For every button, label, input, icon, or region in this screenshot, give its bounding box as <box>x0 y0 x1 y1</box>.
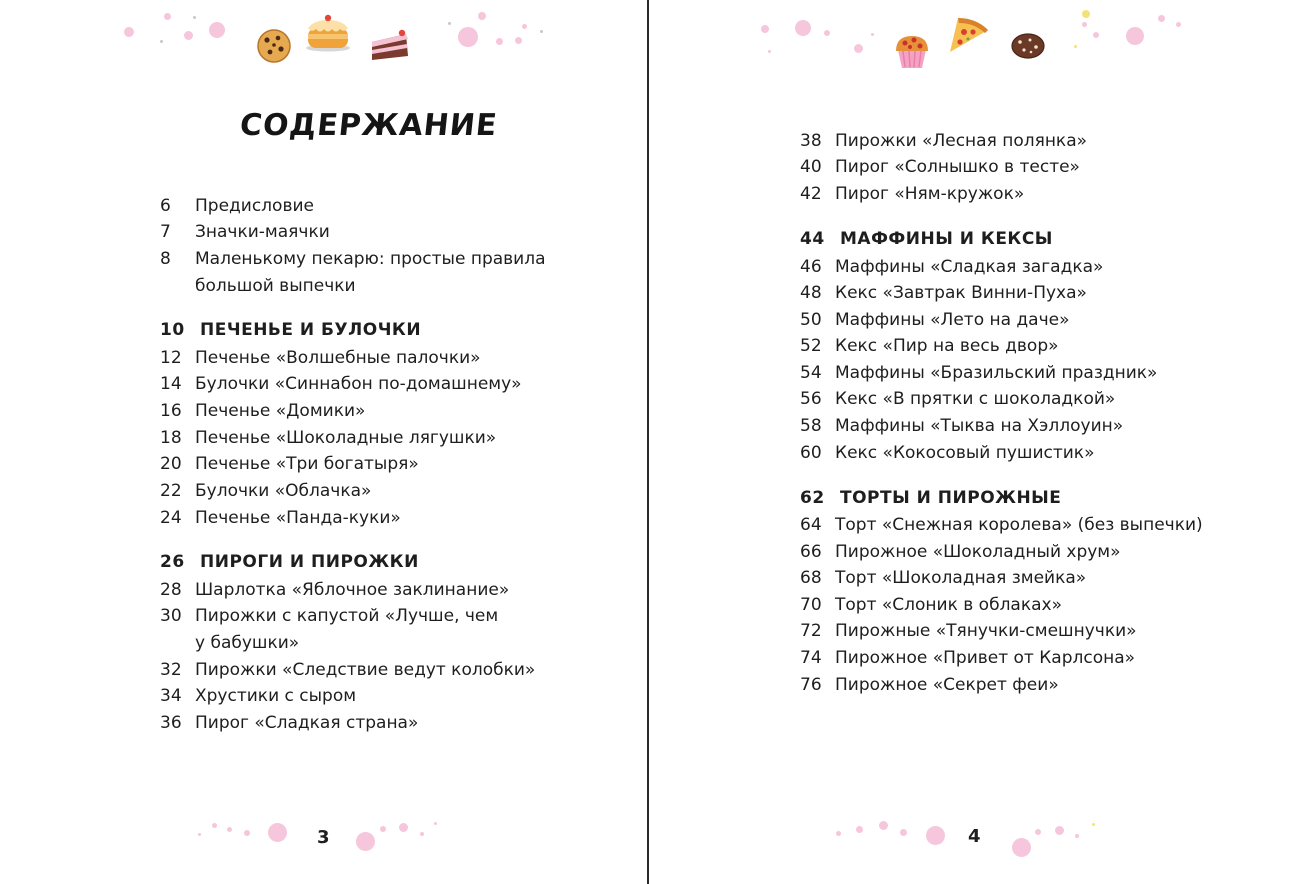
toc-page-number: 28 <box>160 580 182 600</box>
toc-page-number: 20 <box>160 454 182 474</box>
toc-page-number: 52 <box>800 336 822 356</box>
toc-page-number: 54 <box>800 363 822 383</box>
toc-entry-text: Торт «Шоколадная змейка» <box>835 568 1087 588</box>
toc-entry-text: Пирожное «Секрет феи» <box>835 675 1059 695</box>
toc-page-number: 36 <box>160 713 182 733</box>
toc-entry-text: Пирожное «Привет от Карлсона» <box>835 648 1136 668</box>
toc-entry-text: Маффины «Лето на даче» <box>835 310 1070 330</box>
toc-entry-text: Пирожные «Тянучки-смешнучки» <box>835 621 1137 641</box>
toc-entry-text: Булочки «Синнабон по-домашнему» <box>195 374 522 394</box>
cake-slice-icon <box>368 28 412 62</box>
left-page <box>0 0 648 884</box>
toc-page-number: 16 <box>160 401 182 421</box>
toc-page-number: 34 <box>160 686 182 706</box>
toc-entry-text: Кекс «Завтрак Винни-Пуха» <box>835 283 1087 303</box>
toc-page-number: 72 <box>800 621 822 641</box>
toc-section-title: ПИРОГИ И ПИРОЖКИ <box>200 552 419 572</box>
toc-entry-text: Печенье «Волшебные палочки» <box>195 348 481 368</box>
chocolate-cookie-icon <box>1010 32 1046 60</box>
toc-page-number: 76 <box>800 675 822 695</box>
toc-entry-text: Значки-маячки <box>195 222 330 242</box>
toc-page-number: 22 <box>160 481 182 501</box>
toc-page-number: 6 <box>160 196 171 216</box>
toc-page-number: 32 <box>160 660 182 680</box>
page-number: 3 <box>317 827 330 848</box>
toc-page-number: 14 <box>160 374 182 394</box>
toc-page-number: 26 <box>160 552 185 572</box>
cookie-icon <box>256 28 292 64</box>
toc-entry-text: Пирожное «Шоколадный хрум» <box>835 542 1121 562</box>
toc-page-number: 42 <box>800 184 822 204</box>
toc-entry-text: Пирог «Сладкая страна» <box>195 713 419 733</box>
toc-entry-text: Кекс «Кокосовый пушистик» <box>835 443 1095 463</box>
toc-page-number: 58 <box>800 416 822 436</box>
toc-entry-text: Пирожки с капустой «Лучше, чем <box>195 606 499 626</box>
cake-icon <box>304 14 352 52</box>
toc-entry-text: Пирог «Солнышко в тесте» <box>835 157 1080 177</box>
toc-entry-text: Маффины «Сладкая загадка» <box>835 257 1104 277</box>
toc-entry-text: Хрустики с сыром <box>195 686 357 706</box>
page-title: СОДЕРЖАНИЕ <box>238 108 500 143</box>
toc-entry-text: Торт «Слоник в облаках» <box>835 595 1062 615</box>
muffin-icon <box>892 30 932 70</box>
toc-page-number: 48 <box>800 283 822 303</box>
toc-entry-text: Пирожки «Следствие ведут колобки» <box>195 660 536 680</box>
toc-left <box>160 196 640 756</box>
toc-page-number: 8 <box>160 249 171 269</box>
toc-entry-text: Печенье «Шоколадные лягушки» <box>195 428 497 448</box>
toc-page-number: 74 <box>800 648 822 668</box>
toc-entry-text: Печенье «Три богатыря» <box>195 454 419 474</box>
toc-entry-text: Булочки «Облачка» <box>195 481 372 501</box>
toc-entry-text: Кекс «В прятки с шоколадкой» <box>835 389 1116 409</box>
toc-entry-text-continued: у бабушки» <box>195 633 300 653</box>
toc-entry-text: Торт «Снежная королева» (без выпечки) <box>835 515 1203 535</box>
toc-page-number: 62 <box>800 488 825 508</box>
toc-entry-text: Пирожки «Лесная полянка» <box>835 131 1088 151</box>
page-number: 4 <box>968 826 981 847</box>
toc-entry-text: Пирог «Ням-кружок» <box>835 184 1025 204</box>
toc-page-number: 46 <box>800 257 822 277</box>
toc-page-number: 60 <box>800 443 822 463</box>
toc-page-number: 70 <box>800 595 822 615</box>
pizza-slice-icon <box>946 12 992 54</box>
toc-page-number: 44 <box>800 229 825 249</box>
toc-page-number: 68 <box>800 568 822 588</box>
toc-page-number: 24 <box>160 508 182 528</box>
toc-page-number: 10 <box>160 320 185 340</box>
toc-section-title: МАФФИНЫ И КЕКСЫ <box>840 229 1053 249</box>
toc-page-number: 56 <box>800 389 822 409</box>
toc-page-number: 38 <box>800 131 822 151</box>
toc-entry-text: Предисловие <box>195 196 314 216</box>
right-page <box>650 0 1297 884</box>
toc-section-title: ПЕЧЕНЬЕ И БУЛОЧКИ <box>200 320 422 340</box>
toc-page-number: 30 <box>160 606 182 626</box>
toc-entry-text-continued: большой выпечки <box>195 276 356 296</box>
toc-page-number: 64 <box>800 515 822 535</box>
toc-page-number: 7 <box>160 222 171 242</box>
toc-right <box>800 131 1280 711</box>
toc-entry-text: Кекс «Пир на весь двор» <box>835 336 1059 356</box>
toc-section-title: ТОРТЫ И ПИРОЖНЫЕ <box>840 488 1062 508</box>
toc-entry-text: Печенье «Панда-куки» <box>195 508 401 528</box>
toc-entry-text: Маффины «Бразильский праздник» <box>835 363 1158 383</box>
toc-page-number: 40 <box>800 157 822 177</box>
toc-page-number: 50 <box>800 310 822 330</box>
toc-page-number: 18 <box>160 428 182 448</box>
toc-entry-text: Печенье «Домики» <box>195 401 366 421</box>
toc-page-number: 12 <box>160 348 182 368</box>
toc-entry-text: Маленькому пекарю: простые правила <box>195 249 546 269</box>
toc-entry-text: Шарлотка «Яблочное заклинание» <box>195 580 510 600</box>
toc-page-number: 66 <box>800 542 822 562</box>
toc-entry-text: Маффины «Тыква на Хэллоуин» <box>835 416 1124 436</box>
